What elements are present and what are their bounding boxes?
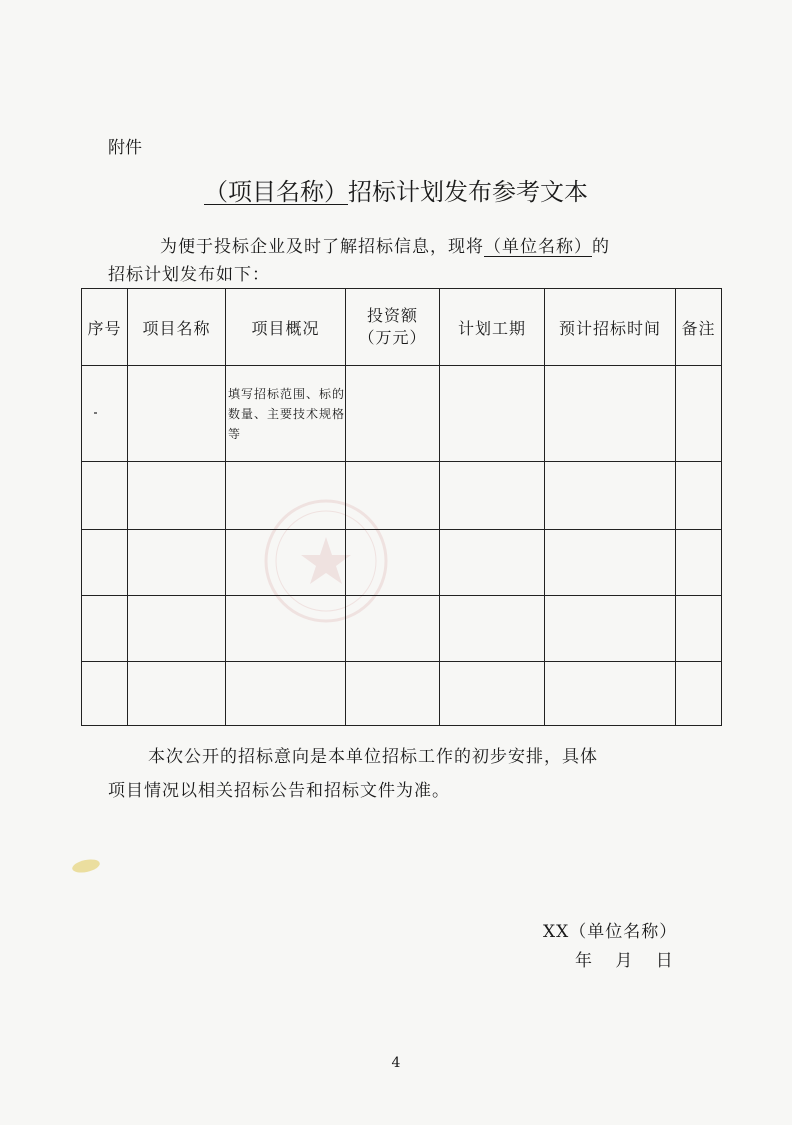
header-bid-time: 预计招标时间 [545,289,676,366]
title-project-placeholder: （项目名称） [204,178,348,206]
closing-paragraph [108,740,708,808]
table-cell [346,366,440,462]
overview-hint: 填写招标范围、标的数量、主要技术规格等 [228,386,346,441]
intro-line-2: 招标计划发布如下： [108,265,270,285]
table-cell [128,366,226,462]
closing-line-1: 本次公开的招标意向是本单位招标工作的初步安排，具体 [148,747,598,767]
header-project-name: 项目名称 [128,289,226,366]
header-schedule: 计划工期 [440,289,545,366]
table-header-row [82,289,722,366]
table-cell [82,366,128,462]
attachment-label: 附件 [108,138,142,158]
header-investment-line1: 投资额 [366,306,418,325]
page-number: 4 [391,1055,401,1071]
header-seq: 序号 [82,289,128,366]
header-investment-line2: （万元） [358,328,427,347]
title-text: 招标计划发布参考文本 [348,178,588,206]
table-cell [676,366,722,462]
paper-stain [71,857,101,875]
table-row [82,596,722,662]
intro-line-1 [160,232,610,257]
header-overview: 项目概况 [226,289,346,366]
document-title [0,172,792,207]
table-cell-hint [226,366,346,462]
table-row [82,462,722,530]
intro-suffix: 的 [592,237,610,257]
intro-unit-placeholder: （单位名称） [484,237,592,257]
bidding-plan-table [81,288,722,726]
closing-line-2: 项目情况以相关招标公告和招标文件为准。 [108,781,450,801]
signing-unit: XX（单位名称） [543,922,678,942]
table-row [82,530,722,596]
table-cell [545,366,676,462]
table-cell [440,366,545,462]
header-investment [346,289,440,366]
table-row [82,662,722,726]
intro-prefix: 为便于投标企业及时了解招标信息，现将 [160,237,484,257]
table-row [82,366,722,462]
signing-date: 年 月 日 [575,951,675,971]
header-remarks: 备注 [676,289,722,366]
